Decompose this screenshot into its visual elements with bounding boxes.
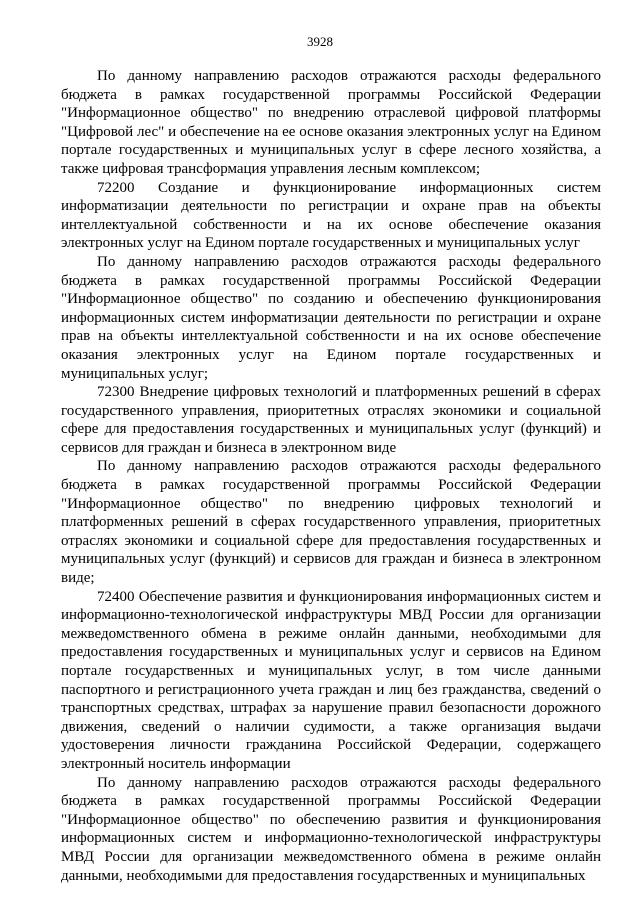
paragraph-expenses-72200 xyxy=(61,253,601,383)
paragraph-expenses-72400 xyxy=(61,774,601,886)
paragraph-text: 72300 Внедрение цифровых технологий и платформенных решений в сферах государственного управления, приоритетных отраслях экономики и социальной сфере для предоставления государственных и муниципальных услуг (функций) и сервисов для граждан и бизнеса в электронном виде xyxy=(61,384,601,456)
page-number: 3928 xyxy=(307,34,333,49)
paragraph-expenses-digital-forest xyxy=(61,67,601,179)
paragraph-text: По данному направлению расходов отражаются расходы федерального бюджета в рамках государственной программы Российской Федерации "Информационное общество" по внедрению отраслевой цифровой платформы "Цифровой лес" и обеспечение на ее основе оказания электронных услуг на Едином портале государственных и муниципальных услуг в сфере лесного хозяйства, а также цифровая трансформация управления лесным комплексом; xyxy=(61,68,601,177)
paragraph-code-72200-heading xyxy=(61,179,601,253)
paragraph-expenses-72300 xyxy=(61,457,601,587)
paragraph-text: 72200 Создание и функционирование информационных систем информатизации деятельности по регистрации и охране прав на объекты интеллектуальной собственности и на их основе обеспечение оказания электронных услуг на Едином портале государственных и муниципальных услуг xyxy=(61,179,601,252)
paragraph-code-72400-heading xyxy=(61,588,601,774)
paragraph-text: По данному направлению расходов отражаются расходы федерального бюджета в рамках государственной программы Российской Федерации "Информационное общество" по созданию и обеспечению функционирования информационных систем информатизации деятельности по регистрации и охране прав на объекты интеллектуальной собственности и на их основе обеспечение оказания электронных услуг на Едином портале государственных и муниципальных услуг; xyxy=(61,253,601,382)
paragraph-text: По данному направлению расходов отражаются расходы федерального бюджета в рамках государственной программы Российской Федерации "Информационное общество" по обеспечению развития и функционирования информационных систем и информационно-технологической инфраструктуры МВД России для организации межведомственного обмена в режиме онлайн данными, необходимыми для предоставления государственных и муниципальных xyxy=(61,774,601,884)
paragraph-code-72300-heading xyxy=(61,383,601,457)
paragraph-text: По данному направлению расходов отражаются расходы федерального бюджета в рамках государственной программы Российской Федерации "Информационное общество" по внедрению цифровых технологий и платформенных решений в сферах государственного управления, приоритетных отраслях экономики и социальной сфере для предоставления государственных и муниципальных услуг (функций) и сервисов для граждан и бизнеса в электронном виде; xyxy=(61,458,601,587)
document-body xyxy=(61,67,601,885)
paragraph-text: 72400 Обеспечение развития и функционирования информационных систем и информационно-технологической инфраструктуры МВД России для организации межведомственного обмена в режиме онлайн данными, необходимыми для предоставления государственных и муниципальных услуг и сервисов на Едином портале государственных и муниципальных услуг, в том числе данными паспортного и регистрационного учета граждан и лиц без гражданства, сведений о транспортных средствах, штрафах за нарушение правил безопасности дорожного движения, сведений о наличии судимости, а также организация выдачи удостоверения личности гражданина Российской Федерации, содержащего электронный носитель информации xyxy=(61,588,601,772)
